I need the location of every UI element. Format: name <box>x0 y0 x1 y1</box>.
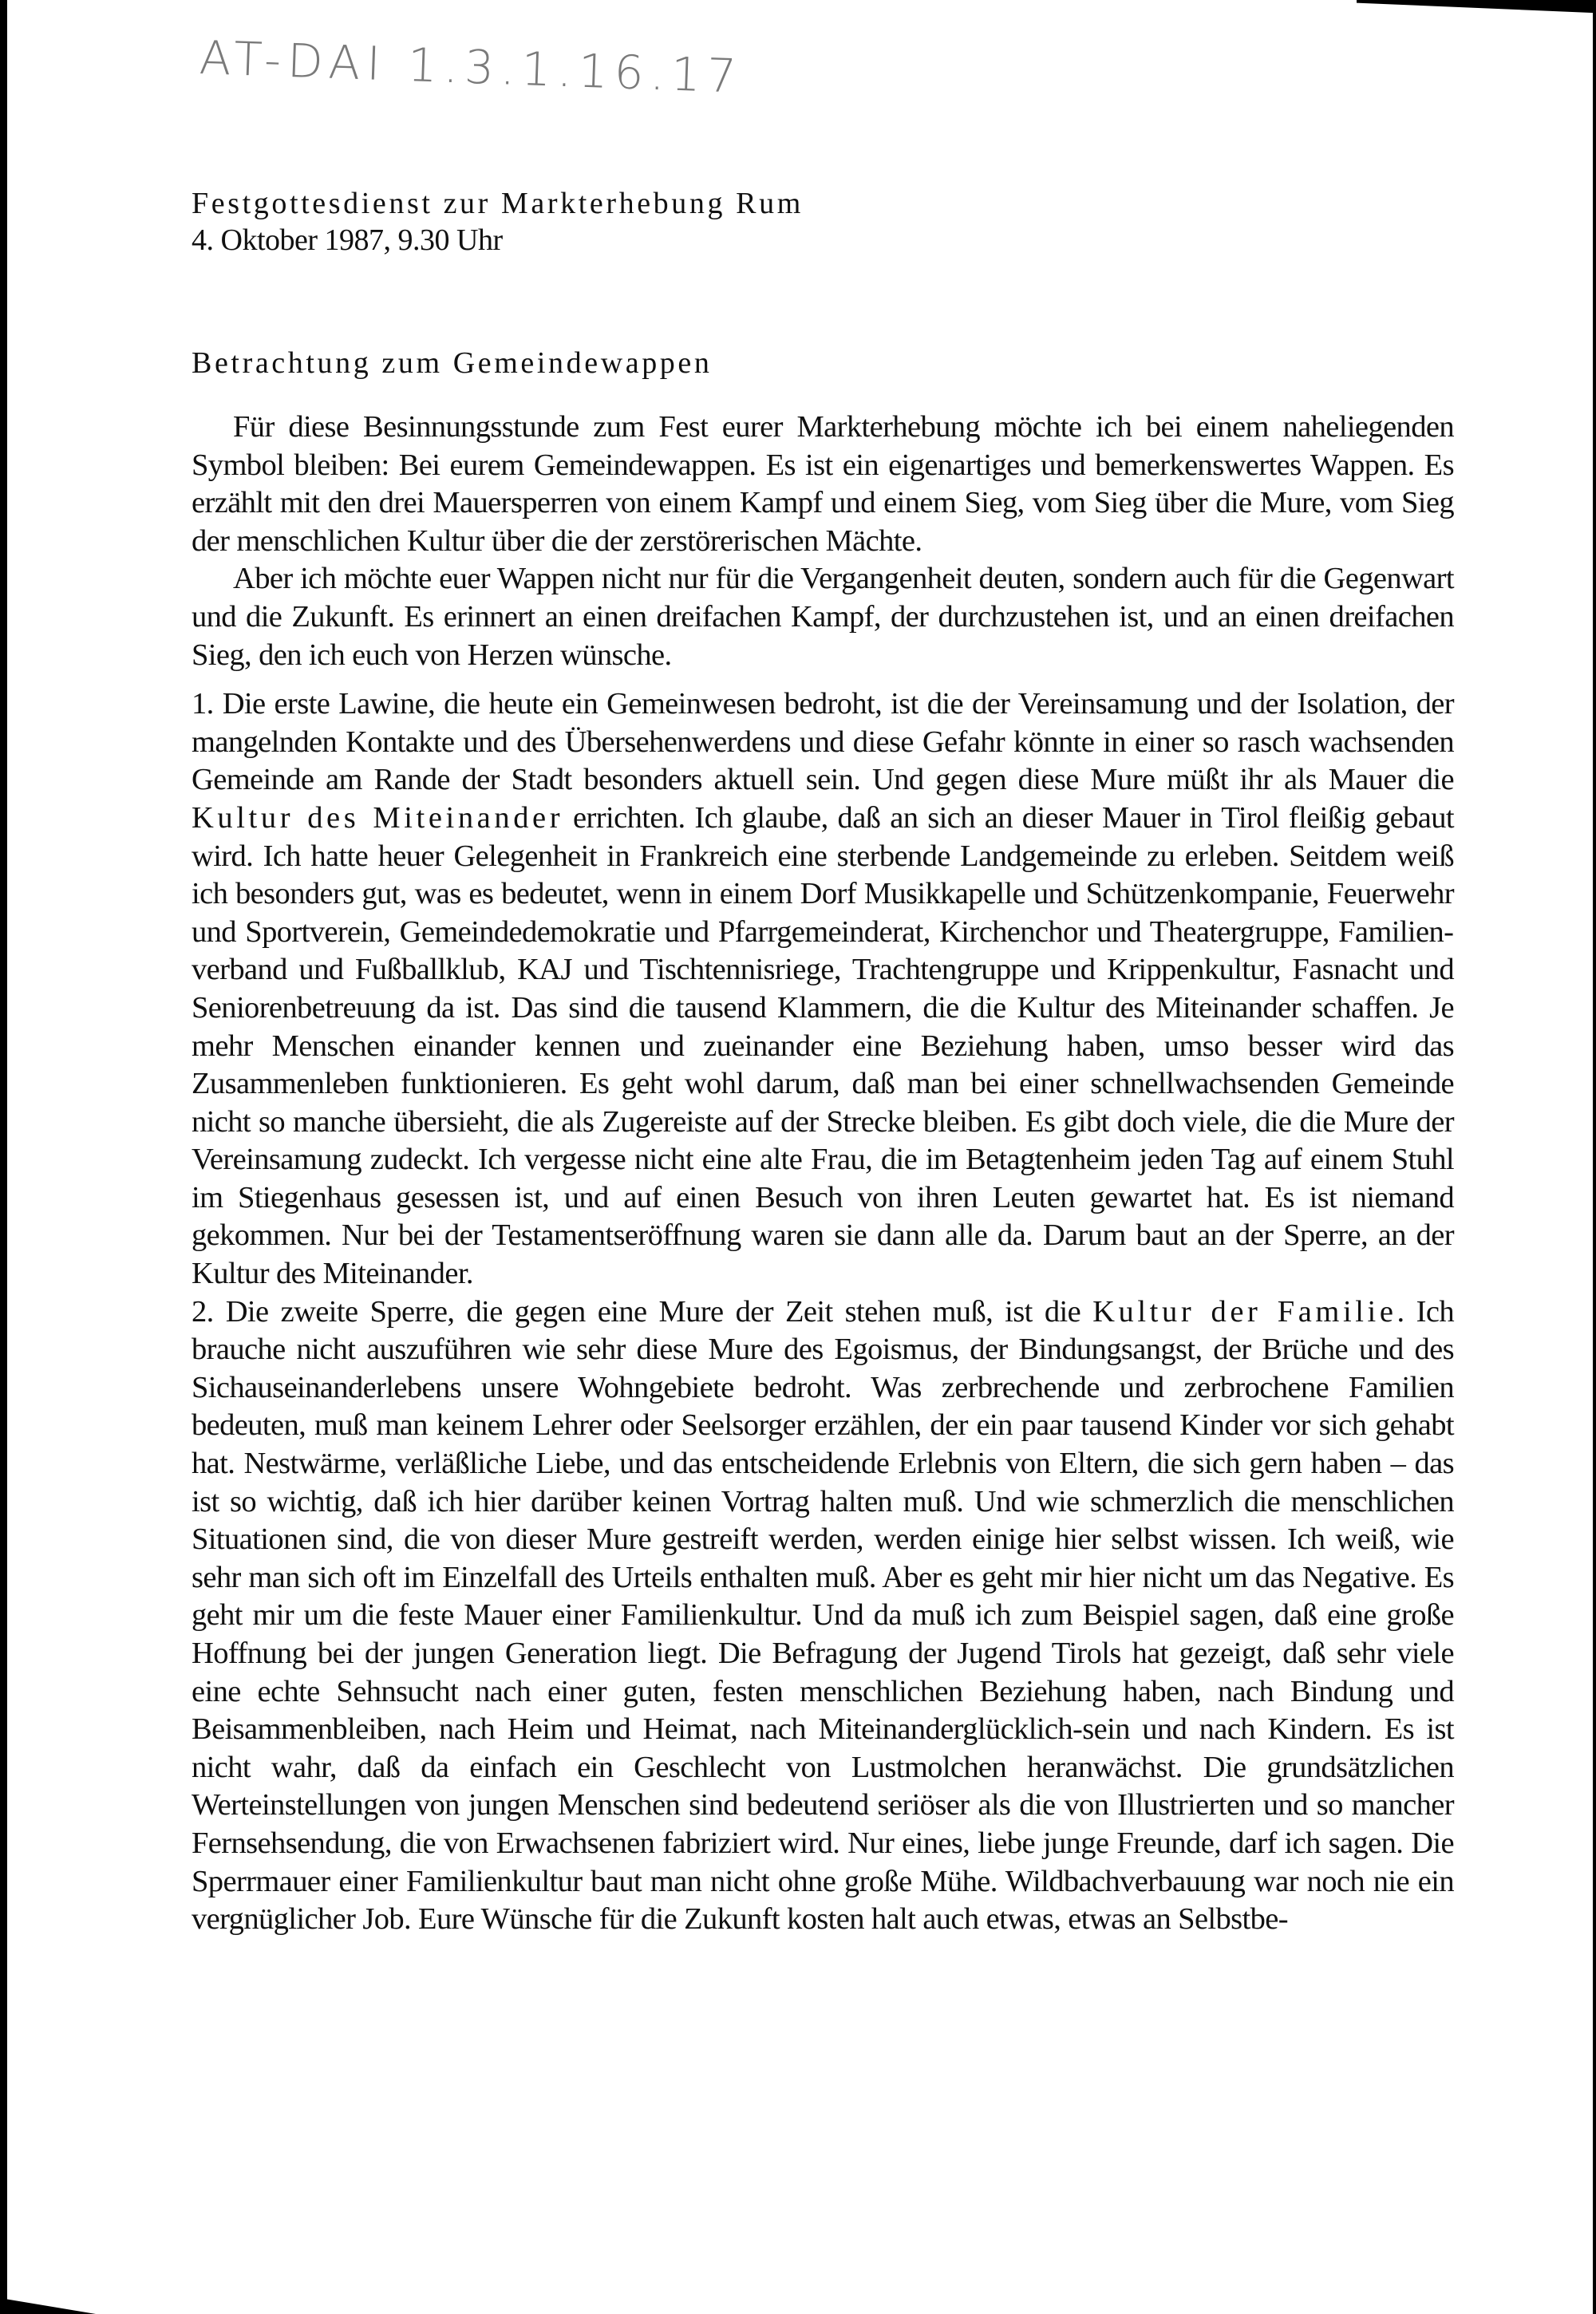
paragraph-point-2 <box>192 1293 1454 1939</box>
scan-border-right <box>1593 0 1596 2314</box>
emphasis-kultur-des-miteinander: Kultur des Miteinander <box>192 800 564 835</box>
section-heading: Betrachtung zum Gemeindewappen <box>192 346 713 380</box>
scan-border-left <box>0 0 7 2314</box>
document-header <box>192 185 1454 259</box>
paragraph-point-1-text-b: errichten. Ich glaube, daß an sich an dieser Mauer in Tirol fleißig gebaut wird. Ich hatte heuer Gelegenheit in Frankreich eine sterbende Landgemeinde zu erleben. Seitdem weiß ich besonders gut, was es bedeutet, wenn in einem Dorf Musikkapelle und Schützenkompanie, Feuerwehr und Sportverein, Gemeindedemokratie und Pfarrgemeinderat, Kirchenchor und Theatergruppe, Familienverband und Fußballklub, KAJ und Tischtennisriege, Trachtengruppe und Krippenkultur, Fasnacht und Seniorenbetreuung da ist. Das sind die tausend Klammern, die die Kultur des Miteinander schaffen. Je mehr Menschen einander kennen und zueinander eine Beziehung haben, umso besser wird das Zusammenleben funktionieren. Es geht wohl darum, daß man bei einer schnellwachsenden Gemeinde nicht so manche übersieht, die als Zugereiste auf der Strecke bleiben. Es gibt doch viele, die die Mure der Vereinsamung zudeckt. Ich vergesse nicht eine alte Frau, die im Betagtenheim jeden Tag auf einem Stuhl im Stiegenhaus gesessen ist, und auf einen Besuch von ihren Leuten gewartet hat. Es ist niemand gekommen. Nur bei der Testamentseröffnung waren sie dann alle da. Darum baut an der Sperre, an der Kultur des Miteinander. <box>192 800 1454 1291</box>
emphasis-kultur-der-familie: Kultur der Familie <box>1092 1294 1397 1329</box>
paragraph-point-2-text-a: 2. Die zweite Sperre, die gegen eine Mure der Zeit stehen muß, ist die <box>192 1294 1093 1329</box>
paragraph-point-1 <box>192 685 1454 1293</box>
paragraph-intro-continued: Aber ich möchte euer Wappen nicht nur für die Vergangenheit deuten, sondern auch für die Gegenwart und die Zukunft. Es erinnert an einen dreifachen Kampf, der durchzustehen ist, und an einen dreifachen Sieg, den ich euch von Herzen wünsche. <box>192 562 1454 672</box>
handwritten-archive-reference: AT-DAI 1.3.1.16.17 <box>198 30 744 104</box>
paragraph-point-2-text-b: . Ich brauche nicht auszuführen wie sehr diese Mure des Egoismus, der Bindungsangst, der Brüche und des Sichauseinanderlebens unsere Wohngebiete bedroht. Was zerbrechende und zerbrochene Familien bedeuten, muß man keinem Lehrer oder Seelsorger erzählen, der ein paar tausend Kinder vor sich gehabt hat. Nestwärme, verläßliche Liebe, und das entscheidende Erlebnis von Eltern, die sich gern haben – das ist so wichtig, daß ich hier darüber keinen Vortrag halten muß. Und wie schmerzlich die menschlichen Situationen sind, die von dieser Mure gestreift werden, werden einige hier selbst wissen. Ich weiß, wie sehr man sich oft im Einzelfall des Urteils enthalten muß. Aber es geht mir hier nicht um das Negative. Es geht mir um die feste Mauer einer Familienkultur. Und da muß ich zum Beispiel sagen, daß eine große Hoffnung bei der jungen Generation liegt. Die Befragung der Jugend Tirols hat gezeigt, daß sehr viele eine echte Sehnsucht nach einer guten, festen menschlichen Beziehung haben, nach Bindung und Beisammenbleiben, nach Heim und Heimat, nach Miteinanderglücklich-sein und nach Kindern. Es ist nicht wahr, daß da einfach ein Geschlecht von Lustmolchen heranwächst. Die grundsätzlichen Werteinstellungen von jungen Menschen sind bedeutend seriöser als die von Illustrierten und so mancher Fernsehsendung, die von Erwachsenen fabriziert wird. Nur eines, liebe junge Freunde, darf ich sagen. Die Sperrmauer einer Familienkultur baut man nicht ohne große Mühe. Wildbachverbauung war noch nie ein vergnüglicher Job. Eure Wünsche für die Zukunft kosten halt auch etwas, etwas an Selbstbe- <box>192 1294 1454 1937</box>
document-body <box>192 409 1454 1939</box>
paragraph-intro: Für diese Besinnungsstunde zum Fest eurer Markterhebung möchte ich bei einem naheliegenden Symbol bleiben: Bei eurem Gemeindewappen. Es ist ein eigenartiges und bemerkenswertes Wappen. Es erzählt mit den drei Mauersperren von einem Kampf und einem Sieg, vom Sieg über die Mure, vom Sieg der menschlichen Kultur über die der zerstörerischen Mächte. <box>192 410 1454 558</box>
paragraph-point-1-text-a: 1. Die erste Lawine, die heute ein Gemeinwesen bedroht, ist die der Vereinsamung und der Isolation, der mangelnden Kontakte und des Übersehenwerdens und diese Gefahr könnte in einer so rasch wachsenden Gemeinde am Rande der Stadt besonders aktuell sein. Und gegen diese Mure müßt ihr als Mauer die <box>192 687 1454 797</box>
document-date: 4. Oktober 1987, 9.30 Uhr <box>192 223 503 257</box>
document-page <box>192 185 1454 1939</box>
scan-border-top <box>1357 0 1596 14</box>
scan-border-bottom <box>0 2298 96 2314</box>
document-title: Festgottesdienst zur Markterhebung Rum <box>192 187 804 220</box>
